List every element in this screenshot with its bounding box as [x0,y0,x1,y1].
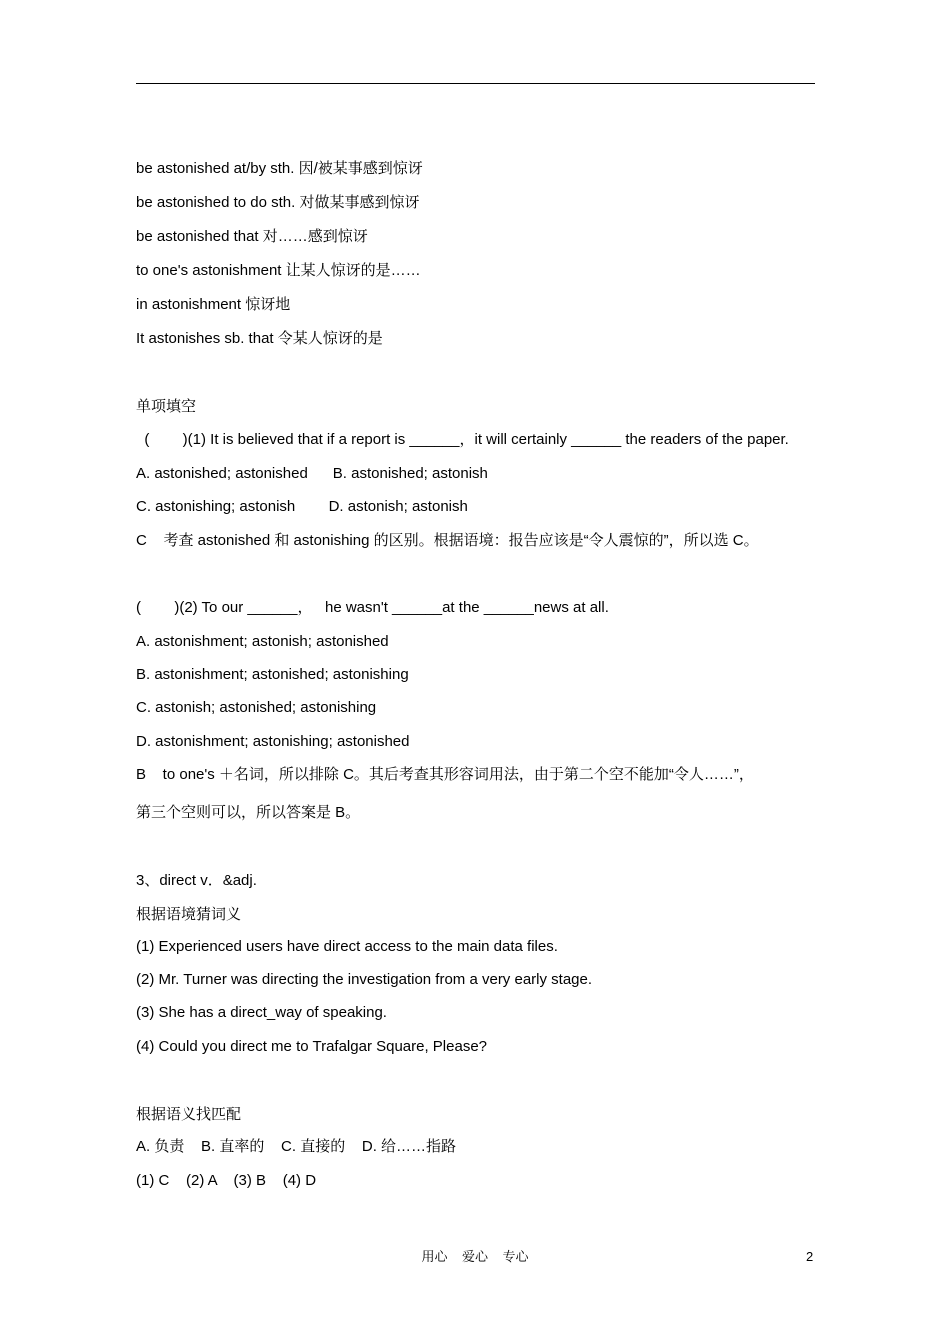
text-line: in astonishment 惊讶地 [136,296,291,313]
question-2-option: B. astonishment; astonished; astonishing [136,666,409,683]
header-rule [136,83,815,84]
section-subheading: 根据语境猜词义 [136,906,242,923]
text-line: be astonished at/by sth. 因/被某事感到惊讶 [136,160,423,177]
text-line: to one's astonishment 让某人惊讶的是…… [136,262,421,279]
question-2-answer: B to one's ＋名词，所以排除 C。其后考查其形容词用法，由于第二个空不能加“令人……”， [136,766,754,783]
text-line: It astonishes sb. that 令某人惊讶的是 [136,330,383,347]
example-sentence: (3) She has a direct_way of speaking. [136,1004,387,1021]
match-answers: (1) C (2) A (3) B (4) D [136,1172,317,1189]
question-2-answer-cont: 第三个空则可以，所以答案是 B。 [136,804,361,821]
question-1-answer: C 考查 astonished 和 astonishing 的区别。根据语境：报告应该是“令人震惊的”，所以选 C。 [136,532,759,549]
example-sentence: (1) Experienced users have direct access to the main data files. [136,938,558,955]
question-2-option: D. astonishment; astonishing; astonished [136,733,410,750]
match-options: A. 负责 B. 直率的 C. 直接的 D. 给……指路 [136,1138,457,1155]
question-1: ( )(1) It is believed that if a report is ______，it will certainly ______ the readers of the paper. [136,431,789,448]
section-heading: 单项填空 [136,398,197,415]
section-heading: 3、direct v．&adj. [136,872,257,889]
footer-text: 用心 爱心 专心 [421,1249,529,1264]
question-1-options: A. astonished; astonished B. astonished; astonish [136,465,488,482]
page-number: 2 [806,1249,814,1264]
text-line: be astonished to do sth. 对做某事感到惊讶 [136,194,420,211]
example-sentence: (2) Mr. Turner was directing the investigation from a very early stage. [136,971,593,988]
example-sentence: (4) Could you direct me to Trafalgar Square, Please? [136,1038,488,1055]
question-1-options: C. astonishing; astonish D. astonish; astonish [136,498,468,515]
question-2: ( )(2) To our ______， he wasn't ______at the ______news at all. [136,599,609,616]
section-subheading: 根据语义找匹配 [136,1106,242,1123]
question-2-option: C. astonish; astonished; astonishing [136,699,377,716]
question-2-option: A. astonishment; astonish; astonished [136,633,389,650]
text-line: be astonished that 对……感到惊讶 [136,228,368,245]
